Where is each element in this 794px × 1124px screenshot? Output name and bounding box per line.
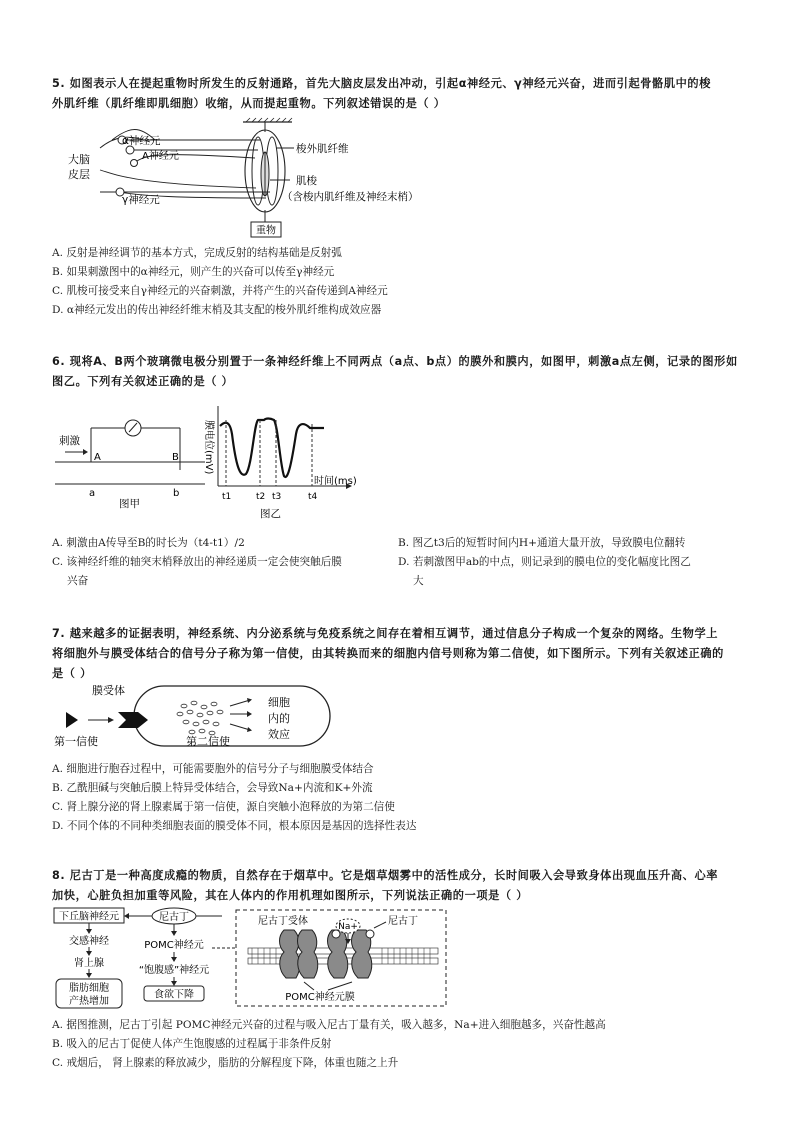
q6-ylabel: 膜电位(mV) xyxy=(203,420,214,475)
q7-option-a: A. 细胞进行胞吞过程中，可能需要胞外的信号分子与细胞膜受体结合 xyxy=(52,763,374,775)
q8-option-b: B. 吸入的尼古丁促使人体产生饱腹感的过程属于非条件反射 xyxy=(52,1038,332,1050)
q6-figure-a xyxy=(55,400,205,510)
q5-gamma-label: γ神经元 xyxy=(122,194,160,206)
q6-stem-line1: 6. 现将A、B两个玻璃微电极分别置于一条神经纤维上不同两点（a点、b点）的膜外和膜内，如图甲，刺激a点左侧，记录的图形如 xyxy=(52,355,738,368)
q5-option-d: D. α神经元发出的传出神经纤维末梢及其支配的梭外肌纤维构成效应器 xyxy=(52,304,382,316)
q8-option-c: C. 戒烟后， 肾上腺素的释放减少，脂肪的分解程度下降，体重也随之上升 xyxy=(52,1057,399,1069)
q6-option-c-cont: 兴奋 xyxy=(67,575,89,587)
q5-cortex-label-1: 大脑 xyxy=(68,153,90,166)
q6-option-a: A. 刺激由A传导至B的时长为（t4-t1）/2 xyxy=(52,537,245,549)
q7-effect-1: 细胞 xyxy=(268,696,290,709)
q5-spindle-label: 肌梭 xyxy=(296,175,317,187)
q7-messenger-diagram xyxy=(52,682,342,756)
question-6 xyxy=(52,352,742,392)
q5-options xyxy=(52,244,742,320)
q8-fat-label-2: 产热增加 xyxy=(69,996,109,1007)
q6-t4: t4 xyxy=(308,492,318,502)
q7-stem-line2: 将细胞外与膜受体结合的信号分子称为第一信使，由其转换而来的细胞内信号则称为第二信使，如下图所示。下列有关叙述正确的 xyxy=(52,647,724,660)
q7-stem-line3: 是（ ） xyxy=(52,667,92,680)
q7-stem-line1: 7. 越来越多的证据表明，神经系统、内分泌系统与免疫系统之间存在着相互调节，通过信息分子构成一个复杂的网络。生物学上 xyxy=(52,627,719,640)
q8-pomc-label: POMC神经元 xyxy=(144,940,204,951)
q8-receptor-label: 尼古丁受体 xyxy=(258,916,308,927)
q5-stem-line2: 外肌纤维（肌纤维即肌细胞）收缩，从而提起重物。下列叙述错误的是（ ） xyxy=(52,97,446,110)
q7-receptor-label: 膜受体 xyxy=(92,684,125,697)
q6-fig-b-caption: 图乙 xyxy=(260,508,281,520)
question-8 xyxy=(52,866,742,906)
q5-spindle-note: （含梭内肌纤维及神经末梢） xyxy=(282,191,419,203)
q6-electrode-b: B xyxy=(172,452,179,463)
q6-t3: t3 xyxy=(272,492,282,502)
q8-stem-line2: 加快，心脏负担加重等风险，其在人体内的作用机理如图所示，下列说法正确的一项是（ ） xyxy=(52,889,528,902)
q5-a-neuron-label: A神经元 xyxy=(142,151,179,162)
q8-mechanism-diagram xyxy=(52,906,452,1010)
q8-membrane-label: POMC神经元膜 xyxy=(285,992,355,1003)
q8-nicotine2-label: 尼古丁 xyxy=(388,916,418,927)
q5-option-c: C. 肌梭可接受来自γ神经元的兴奋刺激，并将产生的兴奋传递到A神经元 xyxy=(52,285,388,297)
q8-stem-line1: 8. 尼古丁是一种高度成瘾的物质，自然存在于烟草中。它是烟草烟雾中的活性成分，长时间吸入会导致身体出现血压升高、心率 xyxy=(52,869,719,882)
question-5 xyxy=(52,74,742,114)
q6-t2: t2 xyxy=(256,492,266,502)
q6-stem-line2: 图乙。下列有关叙述正确的是（ ） xyxy=(52,375,234,388)
q7-option-c: C. 肾上腺分泌的肾上腺素属于第一信使，源自突触小泡释放的为第二信使 xyxy=(52,801,395,813)
q6-option-d-cont: 大 xyxy=(413,575,424,587)
q5-extrafusal-label: 梭外肌纤维 xyxy=(296,143,349,155)
q5-option-b: B. 如果刺激图中的α神经元，则产生的兴奋可以传至γ神经元 xyxy=(52,266,335,278)
q8-hypothalamus-label: 下丘脑神经元 xyxy=(59,911,119,923)
q5-cortex-label-2: 皮层 xyxy=(68,168,90,181)
q6-figure-b xyxy=(200,404,370,526)
q7-second-messenger: 第二信使 xyxy=(186,735,230,748)
q8-nicotine-label: 尼古丁 xyxy=(159,912,189,923)
q8-fat-label-1: 脂肪细胞 xyxy=(69,983,109,994)
q6-electrode-a: A xyxy=(94,452,101,463)
q8-option-a: A. 据图推测，尼古丁引起 POMC神经元兴奋的过程与吸入尼古丁量有关，吸入越多，Na+进入细胞越多，兴奋性越高 xyxy=(52,1019,606,1031)
q8-na-label: Na+ xyxy=(338,922,358,932)
q5-stem-line1: 5. 如图表示人在提起重物时所发生的反射通路，首先大脑皮层发出冲动，引起α神经元、γ神经元兴奋，进而引起骨骼肌中的梭 xyxy=(52,77,711,90)
q6-point-b: b xyxy=(173,488,180,499)
q7-option-b: B. 乙酰胆碱与突触后膜上特异受体结合，会导致Na+内流和K+外流 xyxy=(52,782,373,794)
q6-option-b: B. 图乙t3后的短暂时间内H+通道大量开放，导致膜电位翻转 xyxy=(398,537,686,549)
q6-stimulus-label: 刺激 xyxy=(59,435,80,447)
q6-xlabel: 时间(ms) xyxy=(314,476,357,487)
q7-effect-2: 内的 xyxy=(268,712,290,725)
q6-option-c: C. 该神经纤维的轴突末梢释放出的神经递质一定会使突触后膜 xyxy=(52,556,342,568)
q7-effect-3: 效应 xyxy=(268,728,290,741)
q6-t1: t1 xyxy=(222,492,232,502)
q5-reflex-diagram xyxy=(60,118,419,240)
q8-satiety-label: “饱腹感”神经元 xyxy=(138,965,210,976)
q8-adrenal-label: 肾上腺 xyxy=(74,958,104,969)
q6-option-d: D. 若刺激图甲ab的中点，则记录到的膜电位的变化幅度比图乙 xyxy=(398,556,691,568)
q6-fig-a-caption: 图甲 xyxy=(119,498,140,510)
q6-point-a: a xyxy=(89,488,96,499)
q7-options xyxy=(52,760,742,836)
q8-sympathetic-label: 交感神经 xyxy=(69,936,109,947)
q8-appetite-label: 食欲下降 xyxy=(154,989,194,1001)
question-7 xyxy=(52,624,742,684)
q8-options xyxy=(52,1016,742,1073)
q7-option-d: D. 不同个体的不同种类细胞表面的膜受体不同，根本原因是基因的选择性表达 xyxy=(52,820,417,832)
q5-alpha-label: α神经元 xyxy=(122,135,161,147)
q5-option-a: A. 反射是神经调节的基本方式，完成反射的结构基础是反射弧 xyxy=(52,247,342,259)
q5-weight-label: 重物 xyxy=(256,225,276,237)
q7-first-messenger: 第一信使 xyxy=(54,735,98,748)
